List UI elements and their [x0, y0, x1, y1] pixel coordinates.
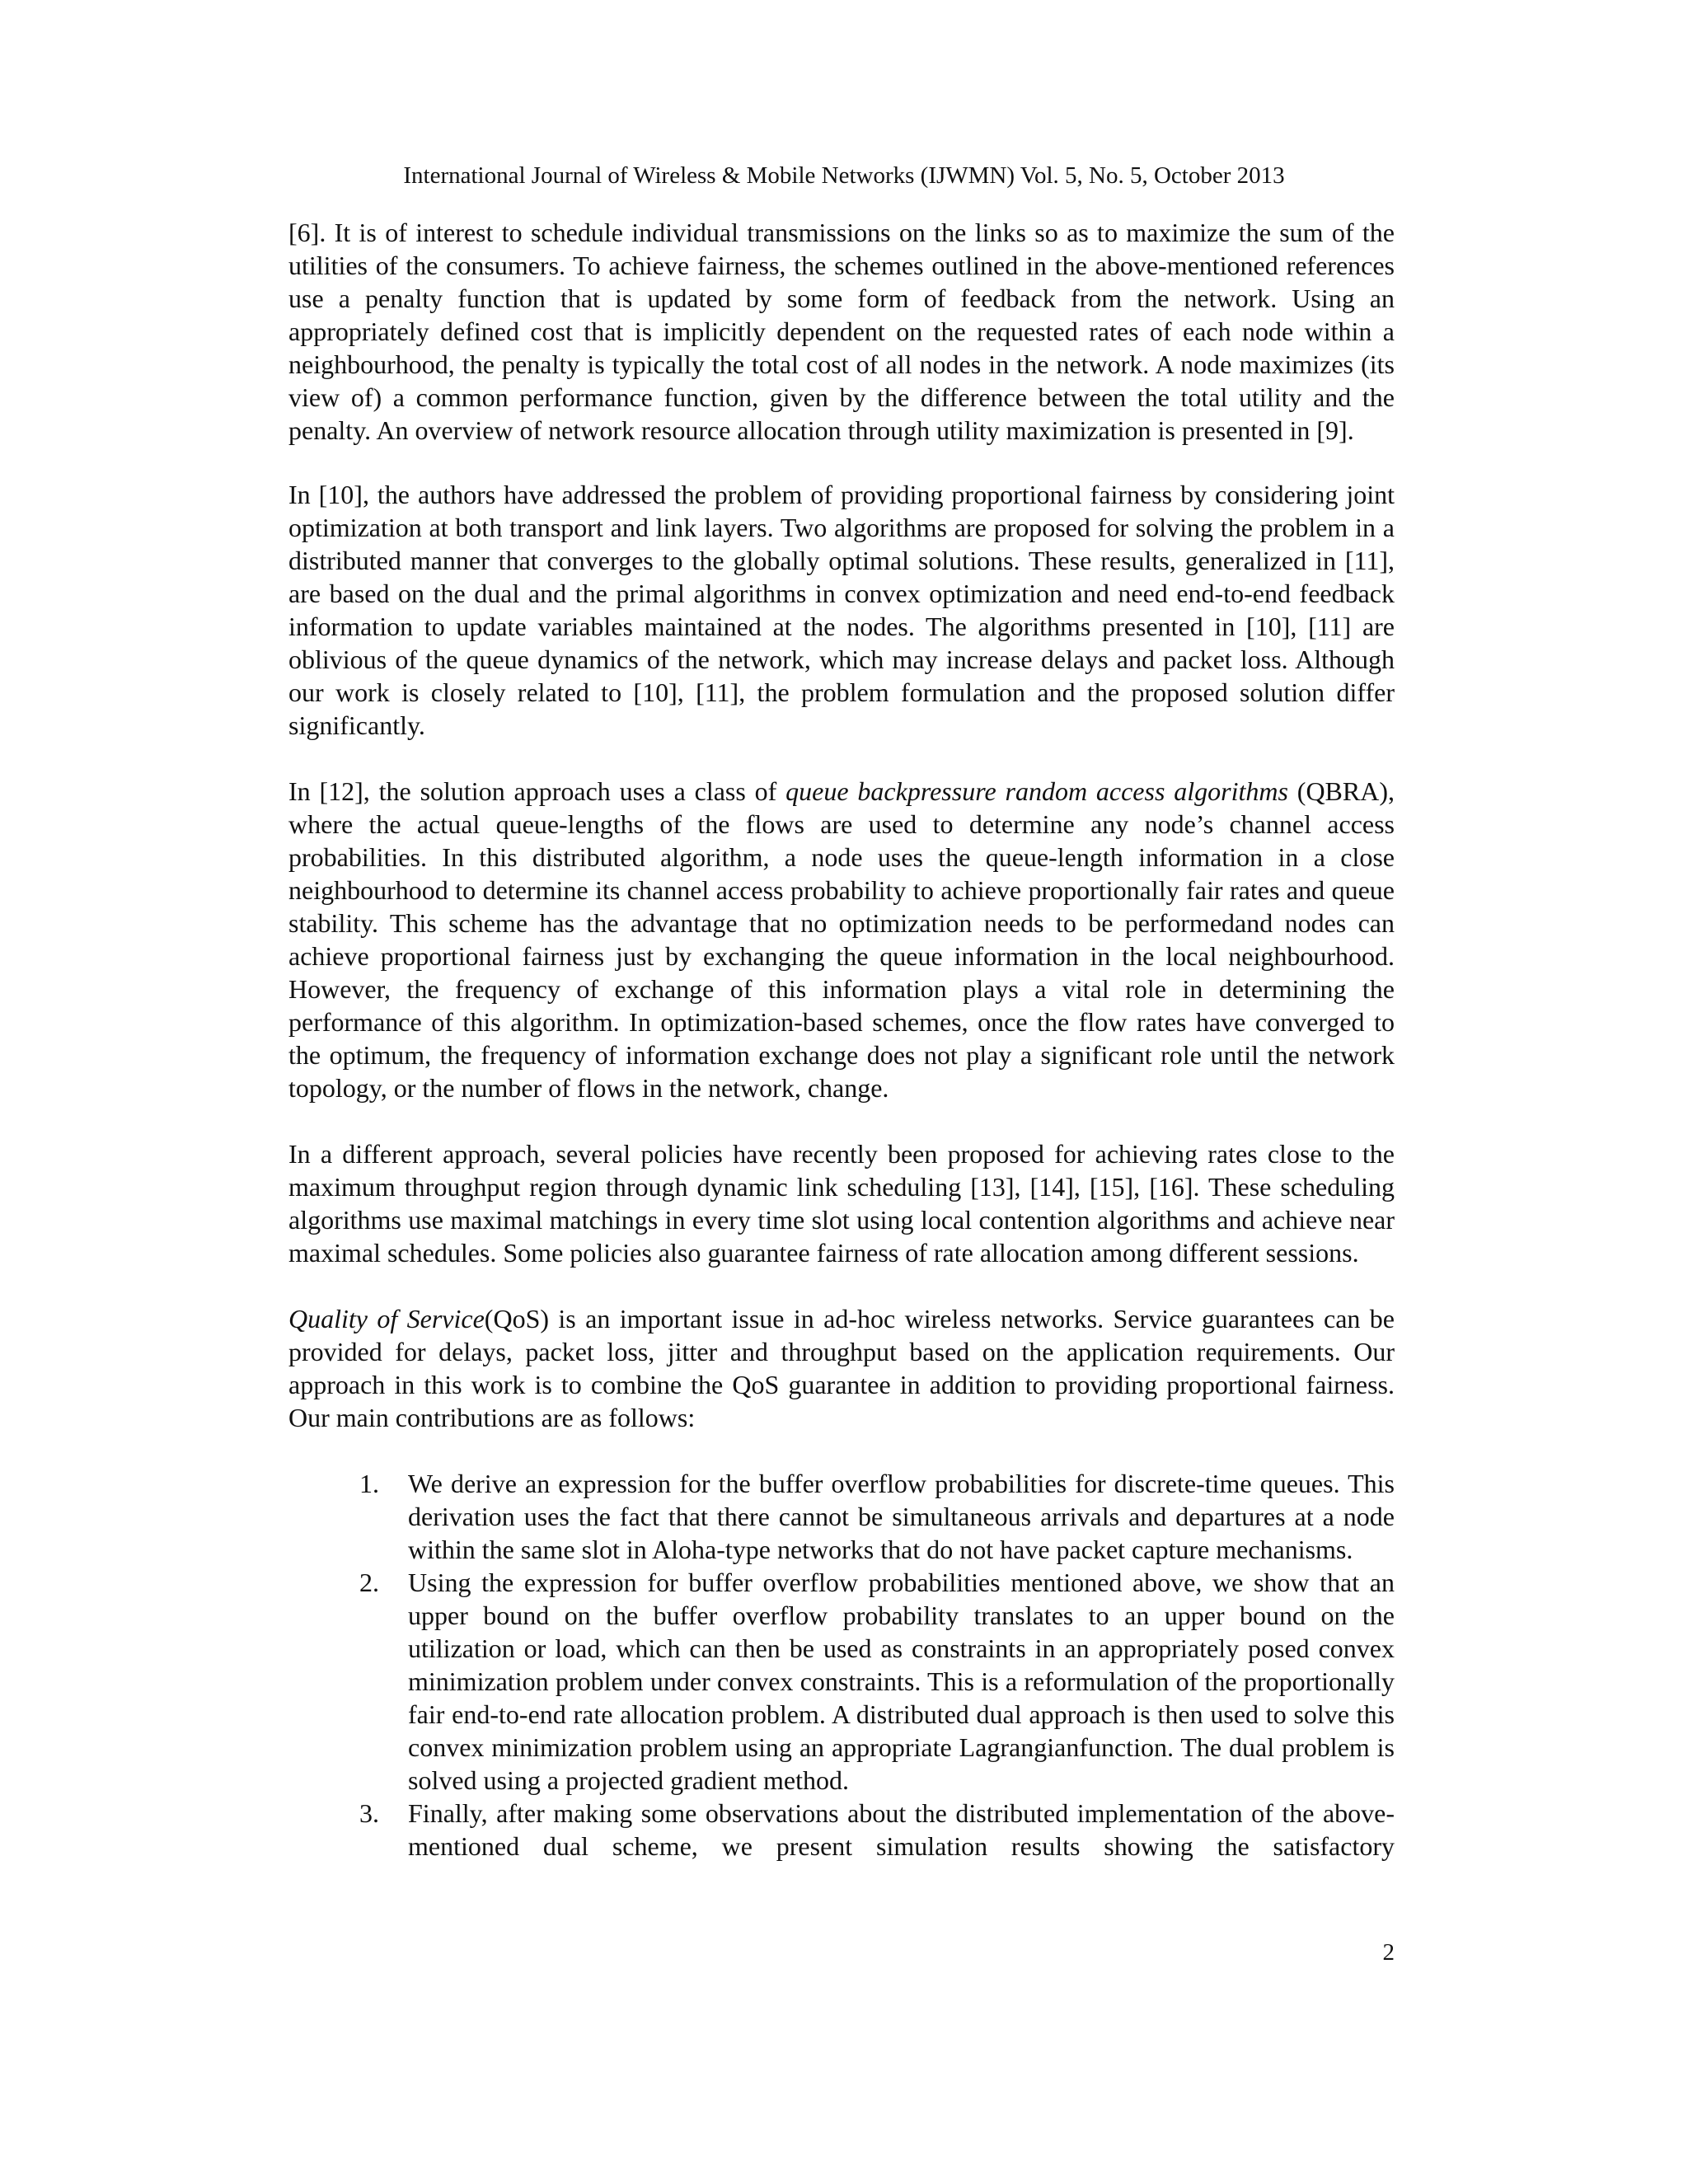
list-item-number: 1.: [359, 1469, 379, 1498]
paragraph-qos: [288, 1302, 1395, 1434]
page-number: 2: [1382, 1939, 1395, 1966]
list-item: [288, 1797, 1395, 1863]
paragraph-utility-maximization: [6]. It is of interest to schedule individual transmissions on the links so as to maximize the sum of the utilities of the consumers. To achieve fairness, the schemes outlined in the above-mentioned references use a penalty function that is updated by some form of feedback from the network. Using an appropriately defined cost that is implicitly dependent on the requested rates of each node within a neighbourhood, the penalty is typically the total cost of all nodes in the network. A node maximizes (its view of) a common performance function, given by the difference between the total utility and the penalty. An overview of network resource allocation through utility maximization is presented in [9].: [288, 218, 1395, 445]
contributions-list: [288, 1467, 1395, 1863]
qbra-term: queue backpressure random access algorithms: [785, 776, 1288, 806]
paragraph-qos-body: (QoS) is an important issue in ad-hoc wireless networks. Service guarantees can be provided for delays, packet loss, jitter and throughput based on the application requirements. Our approach in this work is to combine the QoS guarantee in addition to providing proportional fairness. Our main contributions are as follows:: [288, 1304, 1395, 1432]
paragraph-link-scheduling: In a different approach, several policies have recently been proposed for achieving rates close to the maximum throughput region through dynamic link scheduling [13], [14], [15], [16]. These scheduling algorithms use maximal matchings in every time slot using local contention algorithms and achieve near maximal schedules. Some policies also guarantee fairness of rate allocation among different sessions.: [288, 1139, 1395, 1268]
body-text: [288, 216, 1395, 1863]
qos-term: Quality of Service: [288, 1304, 485, 1333]
list-item-text: We derive an expression for the buffer overflow probabilities for discrete-time queues. This derivation uses the fact that there cannot be simultaneous arrivals and departures at a node within the same slot in Aloha-type networks that do not have packet capture mechanisms.: [408, 1469, 1395, 1564]
list-item-number: 2.: [359, 1568, 379, 1597]
paragraph-qbra-body: (QBRA), where the actual queue-lengths of the flows are used to determine any node’s channel access probabilities. In this distributed algorithm, a node uses the queue-length information in a close neighbourhood to determine its channel access probability to achieve proportionally fair rates and queue stability. This scheme has the advantage that no optimization needs to be performedand nodes can achieve proportional fairness just by exchanging the queue information in the local neighbourhood. However, the frequency of exchange of this information plays a vital role in determining the performance of this algorithm. In optimization-based schemes, once the flow rates have converged to the optimum, the frequency of information exchange does not play a significant role until the network topology, or the number of flows in the network, change.: [288, 776, 1395, 1103]
list-item-number: 3.: [359, 1798, 379, 1828]
list-item: [288, 1566, 1395, 1797]
list-item: [288, 1467, 1395, 1566]
list-item-text: Using the expression for buffer overflow probabilities mentioned above, we show that an upper bound on the buffer overflow probability translates to an upper bound on the utilization or load, which can then be used as constraints in an appropriately posed convex minimization problem under convex constraints. This is a reformulation of the proportionally fair end-to-end rate allocation problem. A distributed dual approach is then used to solve this convex minimization problem using an appropriate Lagrangianfunction. The dual problem is solved using a projected gradient method.: [408, 1568, 1395, 1795]
paragraph-qbra-lead: In [12], the solution approach uses a class of: [288, 776, 786, 806]
paragraph-proportional-fairness: In [10], the authors have addressed the problem of providing proportional fairness by considering joint optimization at both transport and link layers. Two algorithms are proposed for solving the problem in a distributed manner that converges to the globally optimal solutions. These results, generalized in [11], are based on the dual and the primal algorithms in convex optimization and need end-to-end feedback information to update variables maintained at the nodes. The algorithms presented in [10], [11] are oblivious of the queue dynamics of the network, which may increase delays and packet loss. Although our work is closely related to [10], [11], the problem formulation and the proposed solution differ significantly.: [288, 480, 1395, 740]
running-header: International Journal of Wireless & Mobile Networks (IJWMN) Vol. 5, No. 5, October 2013: [403, 162, 1285, 189]
list-item-text: Finally, after making some observations about the distributed implementation of the above-mentioned dual scheme, we present simulation results showing the satisfactory: [408, 1798, 1395, 1861]
paragraph-qbra: [288, 775, 1395, 1104]
